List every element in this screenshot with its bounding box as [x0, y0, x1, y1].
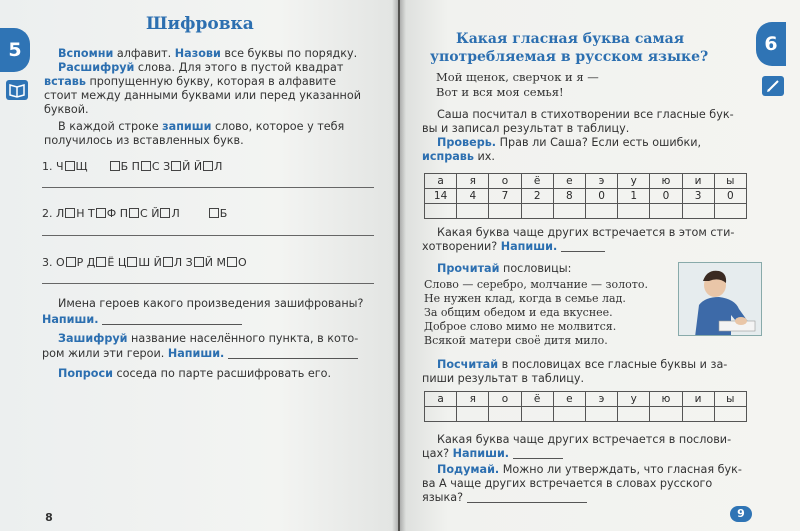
- intro-line-2: Расшифруй слова. Для этого в пустой квадрат: [58, 61, 344, 74]
- answer-box[interactable]: [127, 257, 137, 267]
- answer-box[interactable]: [227, 257, 237, 267]
- answer-box[interactable]: [96, 257, 106, 267]
- page-title: Шифровка: [146, 14, 254, 34]
- lesson-number-badge: 6: [756, 22, 786, 66]
- page-title-line-2: употребляемая в русском языке?: [430, 49, 709, 65]
- answer-box[interactable]: [110, 161, 120, 171]
- question-line-5: Попроси соседа по парте расшифровать его.: [58, 367, 332, 380]
- text-line: исправь их.: [422, 150, 495, 163]
- text-line: Саша посчитал в стихотворении все гласные бук-: [437, 108, 734, 121]
- answer-box[interactable]: [129, 208, 139, 218]
- text-line: хотворении? Напиши.: [422, 240, 605, 254]
- answer-line[interactable]: [42, 235, 374, 236]
- answer-box[interactable]: [65, 161, 75, 171]
- answer-box[interactable]: [163, 257, 173, 267]
- book-icon: [6, 80, 28, 100]
- intro-line-6: В каждой строке запиши слово, которое у тебя: [58, 120, 345, 133]
- answer-line[interactable]: [42, 283, 374, 284]
- answer-box[interactable]: [209, 208, 219, 218]
- answer-blank[interactable]: [228, 358, 358, 359]
- text-line: цах? Напиши.: [422, 447, 563, 461]
- text-line: ва А чаще других встречается в словах русского: [422, 477, 713, 490]
- answer-box[interactable]: [65, 208, 75, 218]
- intro-line-5: буквой.: [44, 103, 89, 116]
- answer-box[interactable]: [203, 161, 213, 171]
- proverb: Доброе слово мимо не молвится.: [424, 320, 617, 333]
- text-line: Прочитай пословицы:: [437, 262, 572, 275]
- boy-reading-illustration: [678, 262, 762, 336]
- question-line-4: ром жили эти герои. Напиши.: [42, 347, 358, 361]
- proverb: За общим обедом и еда вкуснее.: [424, 306, 613, 319]
- answer-blank[interactable]: [102, 324, 242, 325]
- lesson-number-badge: 5: [0, 28, 30, 72]
- intro-line-1: Вспомни алфавит. Назови все буквы по порядку.: [58, 47, 358, 60]
- text-line: вы и записал результат в таблицу.: [422, 122, 630, 135]
- answer-box[interactable]: [194, 257, 204, 267]
- vowel-count-table-blank: [424, 391, 747, 422]
- answer-blank[interactable]: [561, 251, 605, 252]
- text-line: языка?: [422, 491, 587, 505]
- cipher-row-3: 3. О Р Д Ё Ц Ш Й Л З Й М О: [42, 256, 247, 269]
- answer-box[interactable]: [171, 161, 181, 171]
- answer-box[interactable]: [96, 208, 106, 218]
- pencil-icon: [762, 76, 784, 96]
- page-number: 9: [730, 506, 752, 522]
- answer-box[interactable]: [160, 208, 170, 218]
- table-row: 14 4 7 2 8 0 1 0 3 0: [425, 189, 747, 204]
- proverb: Слово — серебро, молчание — золото.: [424, 278, 648, 291]
- page-number: 8: [45, 511, 53, 524]
- cipher-row-2: 2. Л Н Т Ф П С Й Л Б: [42, 207, 228, 220]
- question-line-1: Имена героев какого произведения зашифрованы?: [58, 297, 364, 310]
- text-line: Проверь. Прав ли Саша? Если есть ошибки,: [437, 136, 702, 149]
- poem-line-2: Вот и вся моя семья!: [436, 85, 564, 99]
- text-line: Какая буква чаще других встречается в этом сти-: [437, 226, 735, 239]
- answer-line[interactable]: [42, 187, 374, 188]
- answer-blank[interactable]: [467, 502, 587, 503]
- vowel-count-table: [424, 173, 747, 219]
- page-title-line-1: Какая гласная буква самая: [456, 31, 685, 47]
- intro-line-4: стоит между данными буквами или перед указанной: [44, 89, 361, 102]
- cipher-row-1: 1. Ч Щ Б П С З Й Й Л: [42, 160, 223, 173]
- book-spine: [392, 0, 406, 531]
- answer-box[interactable]: [141, 161, 151, 171]
- text-line: Посчитай в пословицах все гласные буквы и за-: [437, 358, 728, 371]
- table-row: [425, 204, 747, 219]
- answer-box[interactable]: [66, 257, 76, 267]
- intro-line-3: вставь пропущенную букву, которая в алфавите: [44, 75, 336, 88]
- text-line: Какая буква чаще других встречается в послови-: [437, 433, 732, 446]
- question-line-2: Напиши.: [42, 313, 242, 327]
- table-row: а я о ё е э у ю и ы: [425, 392, 747, 407]
- proverb: Всякой матери своё дитя мило.: [424, 334, 608, 347]
- intro-line-7: получилось из вставленных букв.: [44, 134, 244, 147]
- table-row: [425, 407, 747, 422]
- answer-blank[interactable]: [513, 458, 563, 459]
- text-line: пиши результат в таблицу.: [422, 372, 585, 385]
- question-line-3: Зашифруй название населённого пункта, в кото-: [58, 332, 359, 345]
- proverb: Не нужен клад, когда в семье лад.: [424, 292, 626, 305]
- text-line: Подумай. Можно ли утверждать, что гласная бук-: [437, 463, 742, 476]
- poem-line-1: Мой щенок, сверчок и я —: [436, 70, 599, 84]
- table-row: а я о ё е э у ю и ы: [425, 174, 747, 189]
